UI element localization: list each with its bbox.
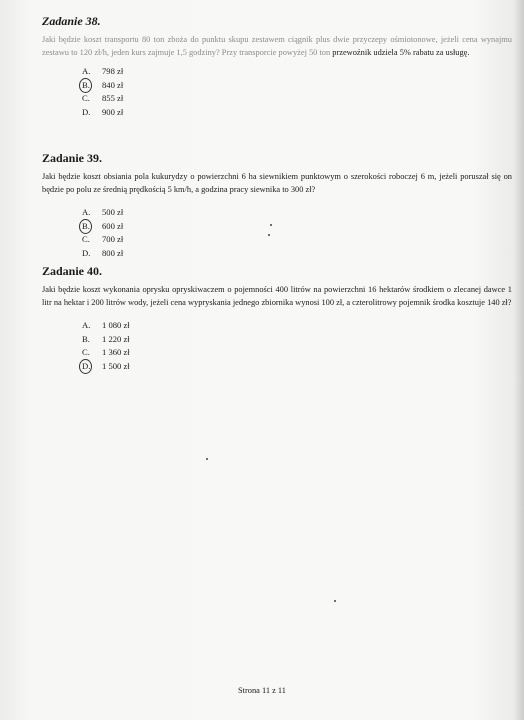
question-title: Zadanie 40. bbox=[42, 264, 103, 278]
option-letter: D. bbox=[82, 247, 91, 258]
option-letter: A. bbox=[82, 66, 91, 76]
option-value: 800 zł bbox=[102, 247, 124, 258]
answer-option-b[interactable] bbox=[82, 333, 512, 347]
handwritten-circle-mark bbox=[79, 78, 92, 93]
option-letter-marked: B. bbox=[82, 220, 102, 234]
option-letter-marked: B. bbox=[82, 79, 102, 93]
answer-option-c[interactable] bbox=[82, 233, 512, 247]
option-letter: D. bbox=[82, 106, 91, 117]
option-value: 1 360 zł bbox=[102, 347, 130, 357]
answer-option-d[interactable] bbox=[82, 247, 512, 261]
option-value: 1 220 zł bbox=[102, 333, 130, 344]
question-text: Jaki będzie koszt obsiania pola kukurydzy o powierzchni 6 ha siewnikiem punktowym o szerokości roboczej 6 m, jeżeli poruszał się on będzie po polu ze średnią prędkością 5 km/h, a godzina pracy siewnika to 300 zł? bbox=[42, 172, 512, 194]
answer-option-b[interactable] bbox=[82, 79, 512, 93]
option-letter: C. bbox=[82, 234, 90, 244]
page-edge-shadow bbox=[514, 0, 524, 720]
answer-option-c[interactable] bbox=[82, 92, 512, 106]
option-value: 798 zł bbox=[102, 66, 124, 76]
answer-options bbox=[82, 65, 512, 119]
option-letter: C. bbox=[82, 347, 90, 357]
option-letter: A. bbox=[82, 320, 91, 330]
question-39 bbox=[42, 151, 512, 260]
question-text: Jaki będzie koszt wykonania oprysku opryskiwaczem o pojemności 400 litrów na powierzchni 16 hektarów środkiem o zlecanej dawce 1 litr na hektar i 200 litrów wody, jeżeli cena wypryskania jednego zbiornika wynosi 100 zł, a czterolitrowy pojemnik środka kosztuje 140 zł? bbox=[42, 285, 512, 307]
option-value: 1 500 zł bbox=[102, 360, 130, 371]
answer-option-a[interactable] bbox=[82, 319, 512, 333]
answer-option-a[interactable] bbox=[82, 65, 512, 79]
question-38 bbox=[42, 14, 512, 119]
scan-speck bbox=[206, 458, 208, 460]
question-title: Zadanie 39. bbox=[42, 151, 103, 165]
question-text-faded: Jaki będzie koszt transportu 80 ton zboża do punktu skupu zestawem ciągnik plus dwie przyczepy ośmiotonowe, jeżeli cena wynajmu zestawu to 120 zł/h, jeden kurs zajmuje 1,5 godziny? Przy transporcie powyżej 50 ton bbox=[42, 35, 512, 57]
scan-speck bbox=[270, 224, 272, 226]
option-letter: A. bbox=[82, 207, 91, 217]
option-value: 500 zł bbox=[102, 207, 124, 217]
question-text bbox=[42, 33, 512, 59]
page-footer: Strona 11 z 11 bbox=[238, 686, 286, 695]
answer-option-d[interactable] bbox=[82, 360, 512, 374]
option-letter: B. bbox=[82, 333, 90, 344]
answer-options bbox=[82, 319, 512, 373]
option-value: 840 zł bbox=[102, 79, 124, 90]
option-value: 900 zł bbox=[102, 106, 124, 117]
option-value: 855 zł bbox=[102, 93, 124, 103]
option-value: 700 zł bbox=[102, 234, 124, 244]
handwritten-circle-mark bbox=[79, 359, 92, 374]
answer-options bbox=[82, 206, 512, 260]
question-title: Zadanie 38. bbox=[42, 14, 101, 28]
scan-speck bbox=[268, 234, 270, 236]
answer-option-b[interactable] bbox=[82, 220, 512, 234]
option-letter-marked: D. bbox=[82, 360, 102, 374]
handwritten-circle-mark bbox=[79, 219, 92, 234]
scan-speck bbox=[334, 600, 336, 602]
answer-option-a[interactable] bbox=[82, 206, 512, 220]
answer-option-c[interactable] bbox=[82, 346, 512, 360]
question-text-rest: przewoźnik udziela 5% rabatu za usługę. bbox=[332, 48, 470, 57]
option-letter: C. bbox=[82, 93, 90, 103]
option-value: 600 zł bbox=[102, 220, 124, 231]
option-value: 1 080 zł bbox=[102, 320, 130, 330]
question-40 bbox=[42, 264, 512, 373]
answer-option-d[interactable] bbox=[82, 106, 512, 120]
